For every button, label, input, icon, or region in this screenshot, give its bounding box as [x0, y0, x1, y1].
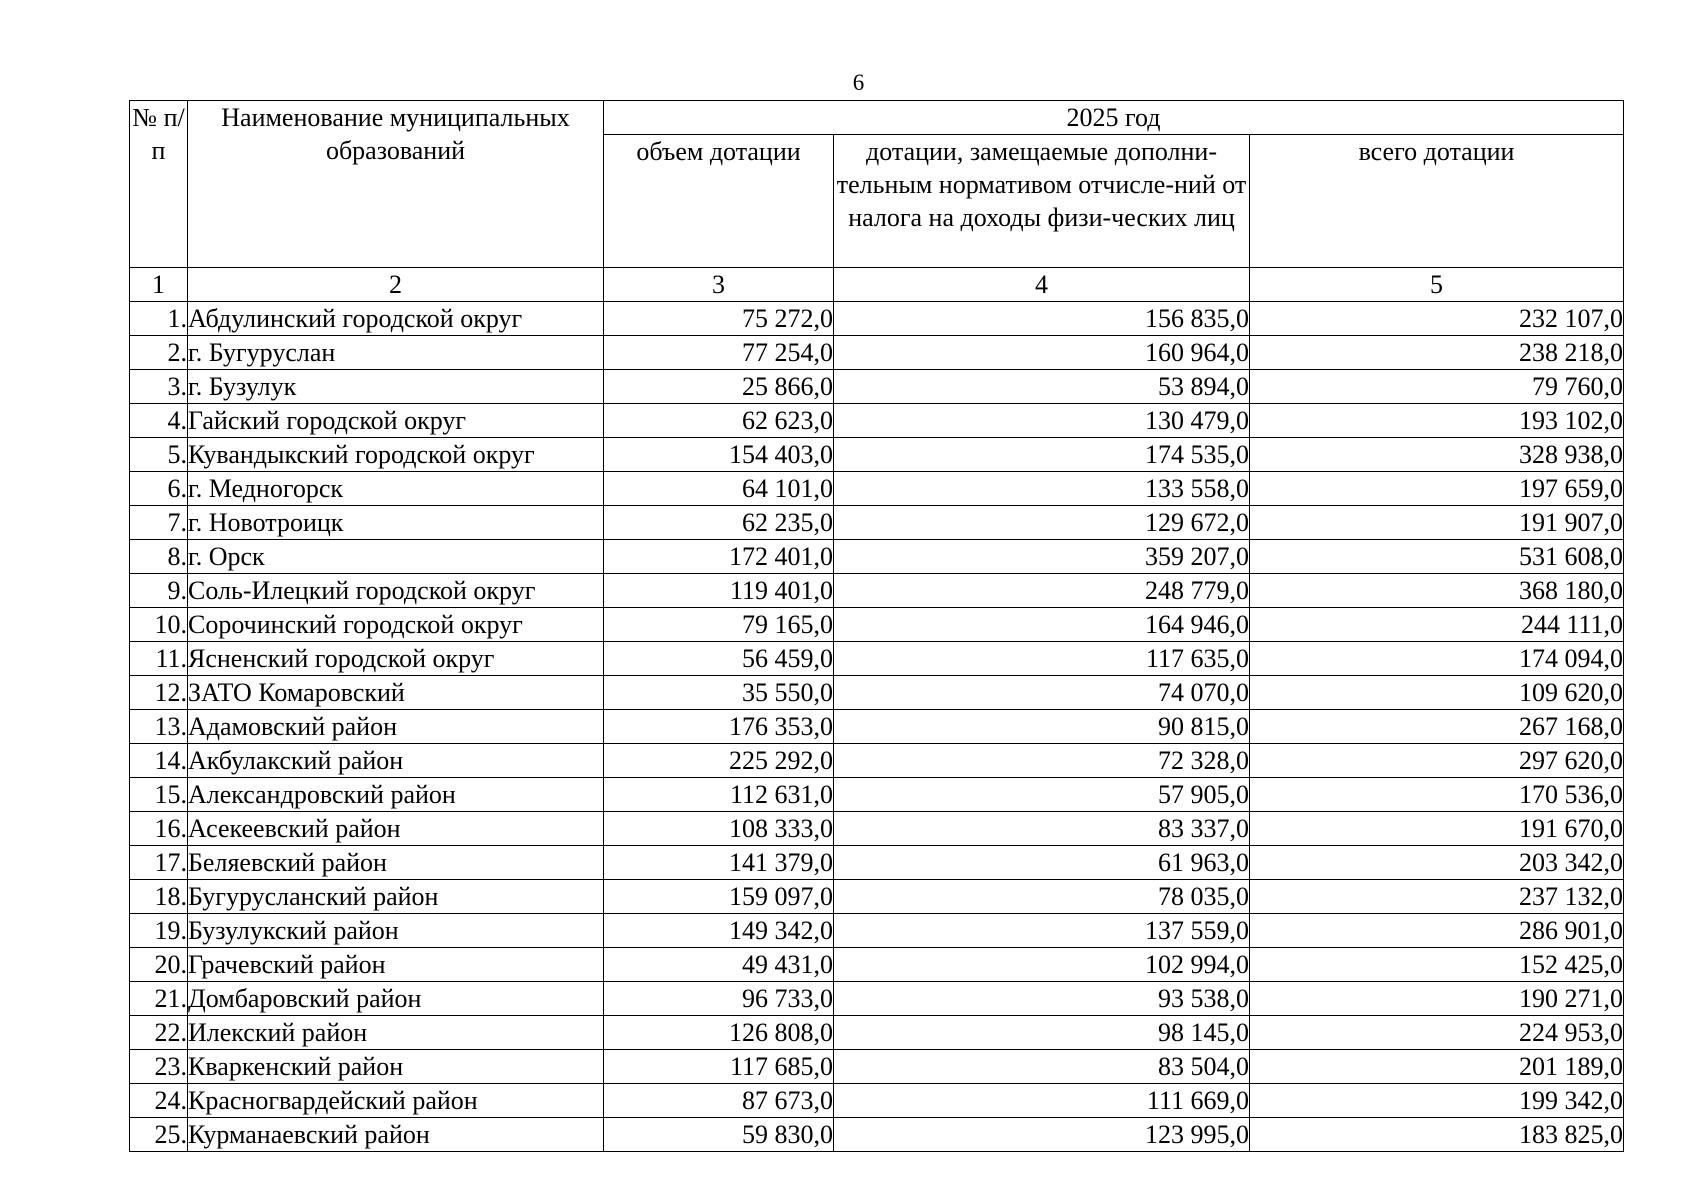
municipality-name-cell: Домбаровский район	[188, 982, 604, 1016]
municipality-name-cell: Сорочинский городской округ	[188, 608, 604, 642]
header-number-label: № п/п	[132, 103, 185, 165]
header-col5-label: всего дотации	[1358, 137, 1515, 166]
total-subsidy-cell: 244 111,0	[1250, 608, 1624, 642]
subsidy-volume-cell: 64 101,0	[604, 472, 834, 506]
replacement-subsidy-cell: 61 963,0	[834, 846, 1250, 880]
table-row	[130, 948, 1624, 982]
table-row	[130, 1050, 1624, 1084]
replacement-subsidy-cell: 78 035,0	[834, 880, 1250, 914]
replacement-subsidy-cell: 83 504,0	[834, 1050, 1250, 1084]
table-row	[130, 404, 1624, 438]
subsidy-volume-cell: 112 631,0	[604, 778, 834, 812]
column-number-3: 3	[604, 268, 834, 302]
table-row	[130, 642, 1624, 676]
total-subsidy-cell: 199 342,0	[1250, 1084, 1624, 1118]
table-row	[130, 608, 1624, 642]
subsidy-volume-cell: 149 342,0	[604, 914, 834, 948]
subsidy-volume-cell: 35 550,0	[604, 676, 834, 710]
total-subsidy-cell: 286 901,0	[1250, 914, 1624, 948]
table-row	[130, 982, 1624, 1016]
subsidy-volume-cell: 56 459,0	[604, 642, 834, 676]
replacement-subsidy-cell: 53 894,0	[834, 370, 1250, 404]
page-number: 6	[852, 70, 865, 95]
row-number-cell: 18.	[130, 880, 188, 914]
header-number-cell	[130, 101, 188, 268]
replacement-subsidy-cell: 98 145,0	[834, 1016, 1250, 1050]
table-row	[130, 302, 1624, 336]
municipality-name-cell: г. Бугуруслан	[188, 336, 604, 370]
row-number-cell: 7.	[130, 506, 188, 540]
subsidy-volume-cell: 77 254,0	[604, 336, 834, 370]
table-row	[130, 676, 1624, 710]
table-row	[130, 540, 1624, 574]
subsidy-volume-cell: 141 379,0	[604, 846, 834, 880]
table-row	[130, 1118, 1624, 1152]
row-number-cell: 20.	[130, 948, 188, 982]
total-subsidy-cell: 183 825,0	[1250, 1118, 1624, 1152]
municipality-name-cell: Курманаевский район	[188, 1118, 604, 1152]
row-number-cell: 25.	[130, 1118, 188, 1152]
subsidy-volume-cell: 62 235,0	[604, 506, 834, 540]
total-subsidy-cell: 232 107,0	[1250, 302, 1624, 336]
total-subsidy-cell: 267 168,0	[1250, 710, 1624, 744]
replacement-subsidy-cell: 83 337,0	[834, 812, 1250, 846]
header-year-cell	[604, 101, 1624, 135]
header-col3-cell	[604, 135, 834, 268]
subsidy-volume-cell: 159 097,0	[604, 880, 834, 914]
total-subsidy-cell: 238 218,0	[1250, 336, 1624, 370]
header-year-label: 2025 год	[1066, 103, 1161, 132]
row-number-cell: 3.	[130, 370, 188, 404]
table-header	[130, 101, 1624, 302]
header-name-label: Наименование муниципальных образований	[221, 103, 570, 165]
subsidy-volume-cell: 119 401,0	[604, 574, 834, 608]
municipality-name-cell: Гайский городской округ	[188, 404, 604, 438]
municipality-name-cell: Адамовский район	[188, 710, 604, 744]
replacement-subsidy-cell: 102 994,0	[834, 948, 1250, 982]
replacement-subsidy-cell: 133 558,0	[834, 472, 1250, 506]
subsidy-table	[129, 100, 1624, 1152]
replacement-subsidy-cell: 359 207,0	[834, 540, 1250, 574]
replacement-subsidy-cell: 174 535,0	[834, 438, 1250, 472]
row-number-cell: 24.	[130, 1084, 188, 1118]
row-number-cell: 23.	[130, 1050, 188, 1084]
row-number-cell: 1.	[130, 302, 188, 336]
table-row	[130, 472, 1624, 506]
subsidy-volume-cell: 59 830,0	[604, 1118, 834, 1152]
municipality-name-cell: Абдулинский городской округ	[188, 302, 604, 336]
municipality-name-cell: Кувандыкский городской округ	[188, 438, 604, 472]
subsidy-volume-cell: 126 808,0	[604, 1016, 834, 1050]
header-row-top	[130, 101, 1624, 135]
table-row	[130, 846, 1624, 880]
row-number-cell: 15.	[130, 778, 188, 812]
table-row	[130, 506, 1624, 540]
column-number-4: 4	[834, 268, 1250, 302]
subsidy-volume-cell: 62 623,0	[604, 404, 834, 438]
total-subsidy-cell: 170 536,0	[1250, 778, 1624, 812]
replacement-subsidy-cell: 72 328,0	[834, 744, 1250, 778]
municipality-name-cell: Соль-Илецкий городской округ	[188, 574, 604, 608]
row-number-cell: 5.	[130, 438, 188, 472]
replacement-subsidy-cell: 137 559,0	[834, 914, 1250, 948]
subsidy-volume-cell: 176 353,0	[604, 710, 834, 744]
total-subsidy-cell: 197 659,0	[1250, 472, 1624, 506]
municipality-name-cell: г. Бузулук	[188, 370, 604, 404]
replacement-subsidy-cell: 129 672,0	[834, 506, 1250, 540]
header-col5-cell	[1250, 135, 1624, 268]
row-number-cell: 17.	[130, 846, 188, 880]
total-subsidy-cell: 174 094,0	[1250, 642, 1624, 676]
subsidy-volume-cell: 172 401,0	[604, 540, 834, 574]
replacement-subsidy-cell: 93 538,0	[834, 982, 1250, 1016]
total-subsidy-cell: 203 342,0	[1250, 846, 1624, 880]
header-name-cell	[188, 101, 604, 268]
row-number-cell: 4.	[130, 404, 188, 438]
subsidy-volume-cell: 49 431,0	[604, 948, 834, 982]
municipality-name-cell: Бугурусланский район	[188, 880, 604, 914]
row-number-cell: 19.	[130, 914, 188, 948]
subsidy-volume-cell: 225 292,0	[604, 744, 834, 778]
municipality-name-cell: Бузулукский район	[188, 914, 604, 948]
subsidy-volume-cell: 108 333,0	[604, 812, 834, 846]
total-subsidy-cell: 201 189,0	[1250, 1050, 1624, 1084]
row-number-cell: 9.	[130, 574, 188, 608]
table-row	[130, 1016, 1624, 1050]
header-row-numbers	[130, 268, 1624, 302]
replacement-subsidy-cell: 117 635,0	[834, 642, 1250, 676]
municipality-name-cell: Беляевский район	[188, 846, 604, 880]
table-row	[130, 914, 1624, 948]
total-subsidy-cell: 297 620,0	[1250, 744, 1624, 778]
table-row	[130, 778, 1624, 812]
total-subsidy-cell: 224 953,0	[1250, 1016, 1624, 1050]
municipality-name-cell: Кваркенский район	[188, 1050, 604, 1084]
replacement-subsidy-cell: 74 070,0	[834, 676, 1250, 710]
replacement-subsidy-cell: 130 479,0	[834, 404, 1250, 438]
table-row	[130, 370, 1624, 404]
municipality-name-cell: Асекеевский район	[188, 812, 604, 846]
replacement-subsidy-cell: 90 815,0	[834, 710, 1250, 744]
municipality-name-cell: Акбулакский район	[188, 744, 604, 778]
header-col4-cell	[834, 135, 1250, 268]
table-row	[130, 438, 1624, 472]
row-number-cell: 12.	[130, 676, 188, 710]
total-subsidy-cell: 109 620,0	[1250, 676, 1624, 710]
subsidy-volume-cell: 75 272,0	[604, 302, 834, 336]
row-number-cell: 6.	[130, 472, 188, 506]
municipality-name-cell: г. Новотроицк	[188, 506, 604, 540]
municipality-name-cell: ЗАТО Комаровский	[188, 676, 604, 710]
table-body	[130, 302, 1624, 1152]
total-subsidy-cell: 191 670,0	[1250, 812, 1624, 846]
header-col3-label: объем дотации	[636, 137, 801, 166]
column-number-2: 2	[188, 268, 604, 302]
replacement-subsidy-cell: 57 905,0	[834, 778, 1250, 812]
total-subsidy-cell: 193 102,0	[1250, 404, 1624, 438]
table-row	[130, 812, 1624, 846]
column-number-1: 1	[130, 268, 188, 302]
total-subsidy-cell: 237 132,0	[1250, 880, 1624, 914]
subsidy-volume-cell: 96 733,0	[604, 982, 834, 1016]
table-row	[130, 1084, 1624, 1118]
row-number-cell: 11.	[130, 642, 188, 676]
total-subsidy-cell: 152 425,0	[1250, 948, 1624, 982]
replacement-subsidy-cell: 123 995,0	[834, 1118, 1250, 1152]
row-number-cell: 13.	[130, 710, 188, 744]
municipality-name-cell: Илекский район	[188, 1016, 604, 1050]
replacement-subsidy-cell: 111 669,0	[834, 1084, 1250, 1118]
municipality-name-cell: Красногвардейский район	[188, 1084, 604, 1118]
replacement-subsidy-cell: 160 964,0	[834, 336, 1250, 370]
total-subsidy-cell: 531 608,0	[1250, 540, 1624, 574]
column-number-5: 5	[1250, 268, 1624, 302]
row-number-cell: 21.	[130, 982, 188, 1016]
row-number-cell: 16.	[130, 812, 188, 846]
municipality-name-cell: г. Медногорск	[188, 472, 604, 506]
table-row	[130, 710, 1624, 744]
municipality-name-cell: Александровский район	[188, 778, 604, 812]
replacement-subsidy-cell: 156 835,0	[834, 302, 1250, 336]
row-number-cell: 22.	[130, 1016, 188, 1050]
total-subsidy-cell: 190 271,0	[1250, 982, 1624, 1016]
subsidy-volume-cell: 79 165,0	[604, 608, 834, 642]
total-subsidy-cell: 79 760,0	[1250, 370, 1624, 404]
header-col4-label: дотации, замещаемые дополни-тельным нормативом отчисле-ний от налога на доходы физи-ческих лиц	[836, 137, 1247, 232]
row-number-cell: 2.	[130, 336, 188, 370]
subsidy-volume-cell: 154 403,0	[604, 438, 834, 472]
table-row	[130, 336, 1624, 370]
row-number-cell: 14.	[130, 744, 188, 778]
table-row	[130, 574, 1624, 608]
municipality-name-cell: г. Орск	[188, 540, 604, 574]
total-subsidy-cell: 191 907,0	[1250, 506, 1624, 540]
replacement-subsidy-cell: 248 779,0	[834, 574, 1250, 608]
subsidy-volume-cell: 25 866,0	[604, 370, 834, 404]
subsidy-volume-cell: 117 685,0	[604, 1050, 834, 1084]
total-subsidy-cell: 328 938,0	[1250, 438, 1624, 472]
subsidy-volume-cell: 87 673,0	[604, 1084, 834, 1118]
total-subsidy-cell: 368 180,0	[1250, 574, 1624, 608]
table-row	[130, 880, 1624, 914]
replacement-subsidy-cell: 164 946,0	[834, 608, 1250, 642]
row-number-cell: 10.	[130, 608, 188, 642]
table-row	[130, 744, 1624, 778]
row-number-cell: 8.	[130, 540, 188, 574]
municipality-name-cell: Грачевский район	[188, 948, 604, 982]
municipality-name-cell: Ясненский городской округ	[188, 642, 604, 676]
